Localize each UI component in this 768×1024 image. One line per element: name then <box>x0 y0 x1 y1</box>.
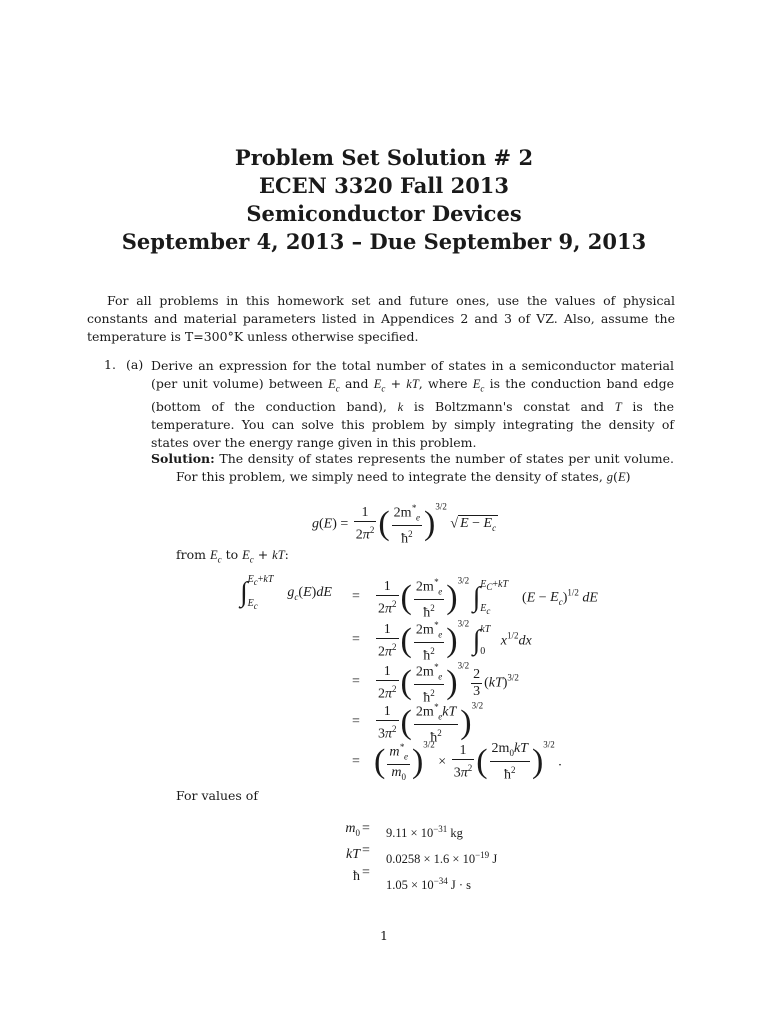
solution-label: Solution: <box>151 451 215 466</box>
title-line-1: Problem Set Solution # 2 <box>234 145 534 170</box>
constant-values <box>386 818 497 896</box>
constant-kT: $0.0258 \times 1.6 \times 10^{-19}$ J <box>386 850 498 867</box>
intro-paragraph: For all problems in this homework set and future ones, use the values of physical constants and material parameters listed in Appendices 2 and 3 of VZ. Also, assume the temperature is T=300°K unless otherwise specified. <box>87 293 675 344</box>
integration-limits-text: from $E_c$ to $E_c$ + kT: <box>176 547 289 565</box>
constant-equals: = = = <box>362 821 370 880</box>
constant-m0: $9.11 \times 10^{-31}$ kg <box>386 824 463 841</box>
derivation-rhs-5: ( $\frac{m^*_e}{m_0}$ )$^{3/2}$ × $\frac{1}{3\pi^2}$ ( $\frac{2m_0kT}{ħ^2}$ )$^{3/2}$ . <box>374 739 562 783</box>
constant-hbar: $1.05 \times 10^{-34}$ J · s <box>386 876 472 893</box>
for-values-text: For values of <box>176 788 258 803</box>
solution-paragraph: Solution: The density of states represents the number of states per unit volume. For this problem, we simply need to integrate the density of states, g(E) <box>151 451 674 484</box>
title-line-3: Semiconductor Devices <box>246 201 522 226</box>
problem-number: 1. <box>104 357 116 372</box>
title-line-2: ECEN 3320 Fall 2013 <box>258 173 510 198</box>
derivation-rhs-3: $\frac{1}{2\pi^2}$ ( $\frac{2m^*_e}{ħ^2}$ )$^{3/2}$ $\frac{2}{3}$ (kT)$^{3/2}$ <box>378 660 519 707</box>
density-of-states-equation: g(E) = $\frac{1}{2\pi^2}$ ( $\frac{2m^*_e}{ħ^2}$ )$^{3/2}$ √ $E - E_c$ <box>312 501 497 548</box>
problem-statement: Derive an expression for the total number of states in a semiconductor material (per unit volume) between $E_c$ and $E_c$ + kT, where $E_c$ is the conduction band edge (bottom of the conduction band), k is Boltzmann's constat and T is the temperature. You can solve this problem by simply integrating the density of states over the energy range given in this problem. <box>151 358 674 450</box>
problem-part: (a) <box>126 357 144 372</box>
derivation-rhs-2: $\frac{1}{2\pi^2}$ ( $\frac{2m^*_e}{ħ^2}$ )$^{3/2}$ ∫ kT 0 $x^{1/2}dx$ <box>378 618 532 665</box>
derivation-line-1: ∫ $E_c+kT$ $E_c$ $g_c(E)dE$ <box>240 574 332 611</box>
derivation-rhs-4: $\frac{1}{3\pi^2}$ ( $\frac{2m^*_ekT}{ħ^2}$ )$^{3/2}$ <box>378 700 484 747</box>
derivation-rhs-1: $\frac{1}{2\pi^2}$ ( $\frac{2m^*_e}{ħ^2}$ )$^{3/2}$ ∫ $E_C+kT$ $E_c$ $(E - E_c)^{1/2}$ dE <box>378 575 598 622</box>
page-number: 1 <box>380 928 388 943</box>
constant-symbol: $m_0$ kT ħ <box>345 821 360 884</box>
title-line-4: September 4, 2013 – Due September 9, 2013 <box>121 229 647 254</box>
